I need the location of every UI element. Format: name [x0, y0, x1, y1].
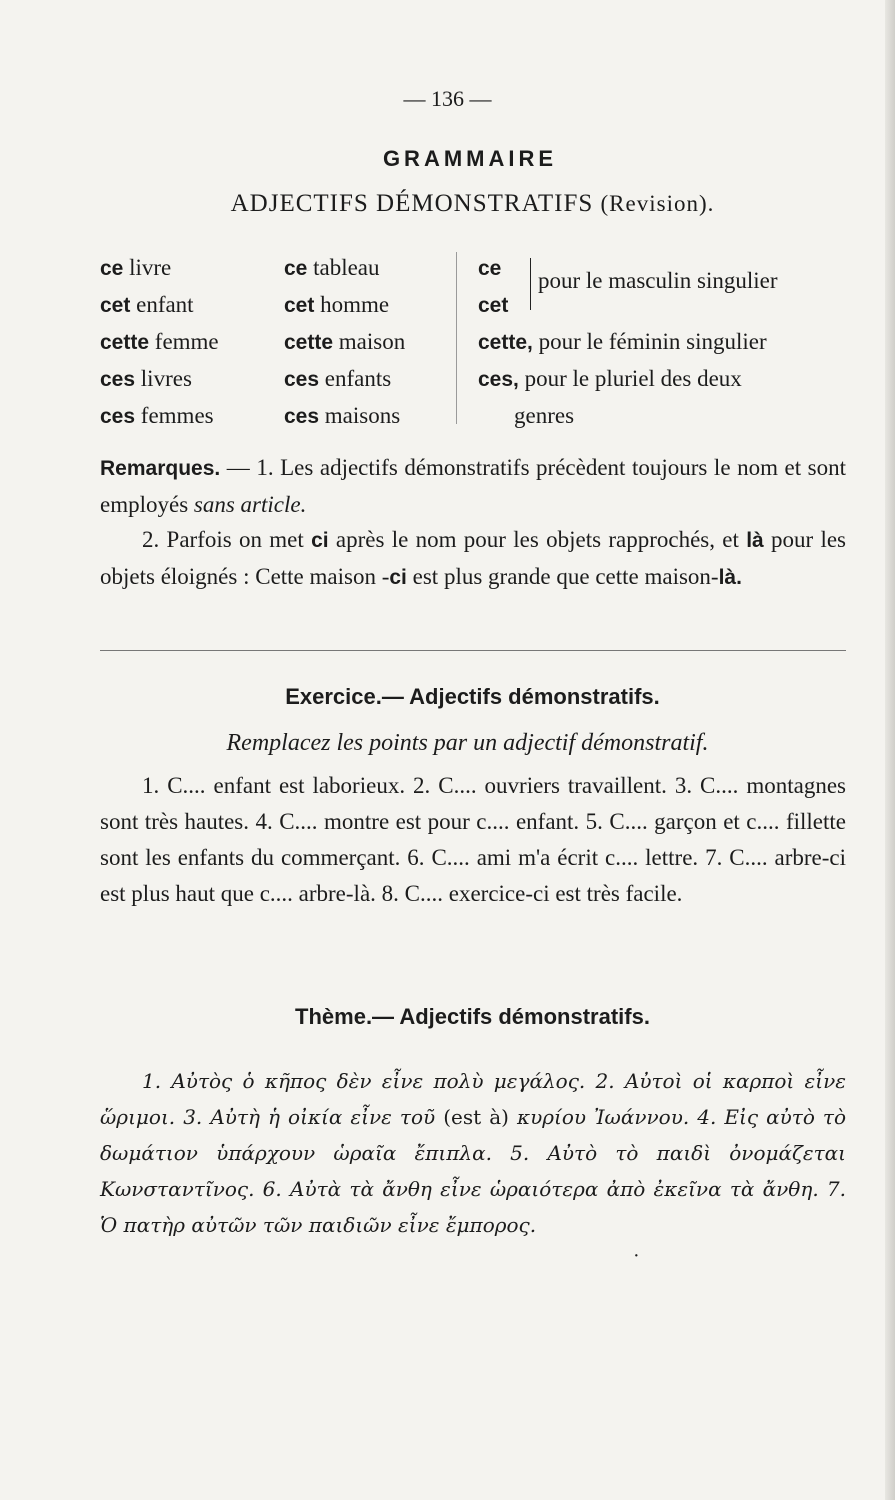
- subtitle-text: ADJECTIFS DÉMONSTRATIFS: [230, 190, 594, 217]
- brace-mark: [524, 258, 531, 310]
- section-title: GRAMMAIRE: [382, 146, 558, 171]
- table-row: cet homme: [284, 292, 390, 317]
- table-row: ces livres: [100, 366, 192, 391]
- table-row: cette maison: [284, 329, 406, 354]
- theme-text: 1. Αὐτὸς ὁ κῆπος δὲν εἶνε πολὺ μεγάλος. 2. Αὐτοὶ οἱ καρποὶ εἶνε ὥριμοι. 3. Αὐτὴ ἡ οἰκία εἶνε τοῦ (est à) κυρίου Ἰωάννου. 4. Εἰς αὐτὸ τὸ δωμάτιον ὑπάρχουν ὡραῖα ἔπιπλα. 5. Αὐτὸ τὸ παιδὶ ὀνομάζεται Κωνσταντῖνος. 6. Αὐτὰ τὰ ἄνθη εἶνε ὡραιότερα ἀπὸ ἐκεῖνα τὰ ἄνθη. 7. Ὁ πατὴρ αὐτῶν τῶν παιδιῶν εἶνε ἔμπορος.: [100, 1069, 847, 1237]
- horizontal-rule: [100, 650, 846, 651]
- exercice-instruction: Remplacez les points par un adjectif démonstratif.: [226, 730, 709, 756]
- stray-mark: ·: [633, 1245, 640, 1267]
- table-row: cet: [478, 294, 509, 317]
- subtitle-note: (Revision).: [600, 191, 715, 216]
- remarques-label: Remarques.: [100, 457, 221, 480]
- column-divider: [456, 252, 457, 424]
- table-column-2: [284, 250, 405, 435]
- exercice-text: 1. C.... enfant est laborieux. 2. C.... ouvriers travaillent. 3. C.... montagnes sont très hautes. 4. C.... montre est pour c.... enfant. 5. C.... garçon et c.... fillette sont les enfants du commerçant. 6. C.... ami m'a écrit c.... lettre. 7. C.... arbre-ci est plus haut que c.... arbre-là. 8. C.... exercice-ci est très facile.: [100, 773, 846, 906]
- table-row: ce livre: [100, 255, 172, 280]
- exercice-heading: Exercice.— Adjectifs démonstratifs.: [285, 684, 660, 709]
- table-row: ces, pour le pluriel des deux: [478, 366, 742, 391]
- table-column-1: [100, 250, 219, 435]
- remarques-paragraph: Remarques. — 1. Les adjectifs démonstratifs précèdent toujours le nom et sont employés sans article.: [100, 455, 846, 517]
- table-row: cette femme: [100, 329, 219, 354]
- table-row: ces maisons: [284, 403, 401, 428]
- remarque-2-paragraph: 2. Parfois on met ci après le nom pour les objets rapprochés, et là pour les objets éloignés : Cette maison -ci est plus grande que cette maison-là.: [100, 527, 847, 589]
- masculine-note: pour le masculin singulier: [538, 268, 778, 293]
- table-row: ce tableau: [284, 255, 380, 280]
- table-row: cet enfant: [100, 292, 194, 317]
- table-row: genres: [514, 403, 575, 428]
- table-row: ce: [478, 257, 502, 280]
- table-row: ces enfants: [284, 366, 392, 391]
- table-row: cette, pour le féminin singulier: [478, 329, 767, 354]
- page-number: — 136 —: [403, 86, 492, 111]
- theme-heading: Thème.— Adjectifs démonstratifs.: [295, 1004, 650, 1029]
- subtitle: [0, 190, 895, 218]
- table-row: ces femmes: [100, 403, 214, 428]
